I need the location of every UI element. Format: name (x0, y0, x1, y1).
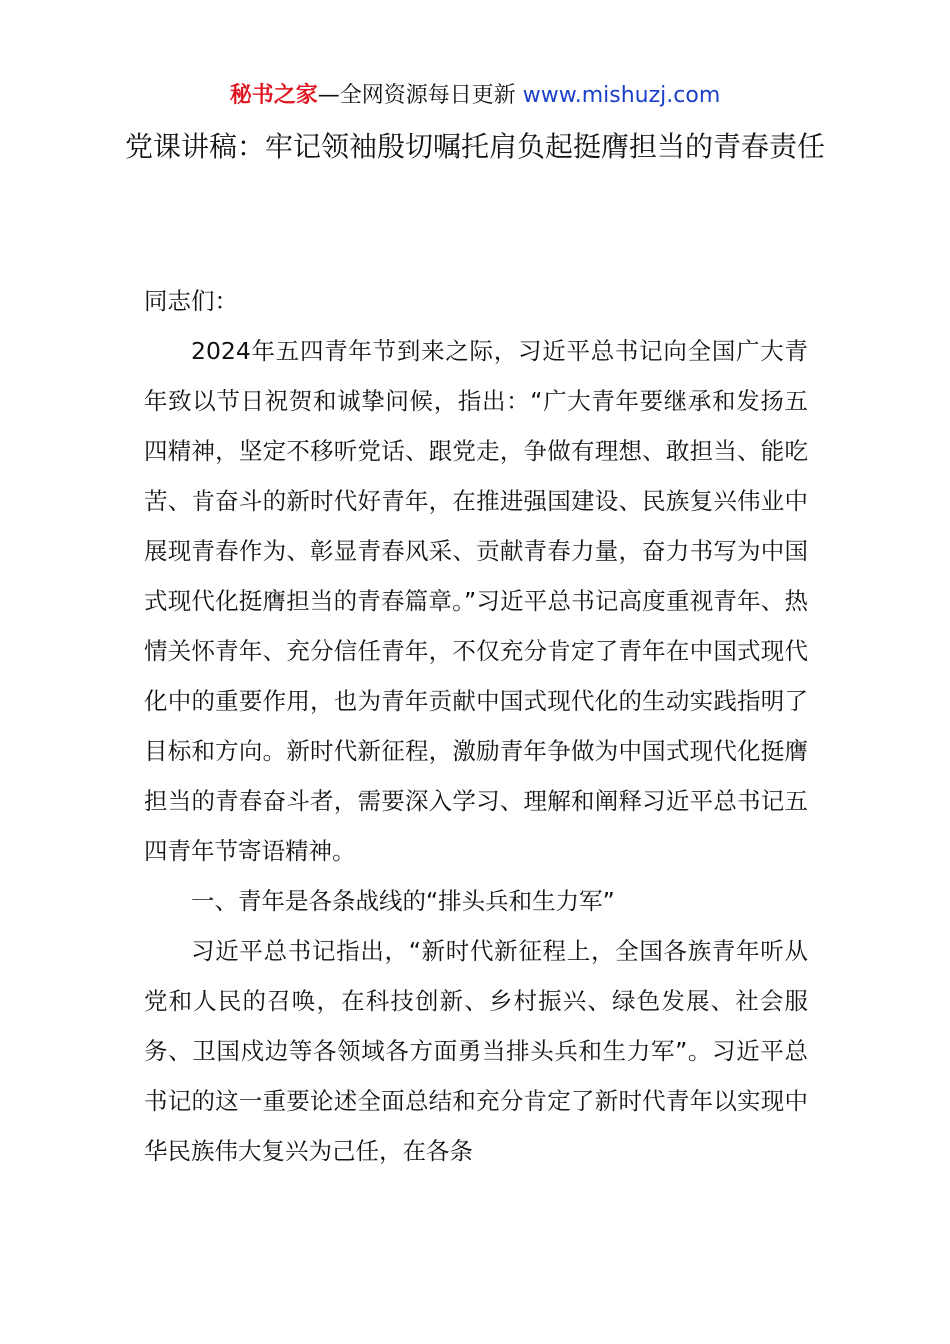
section-heading: 一、青年是各条战线的“排头兵和生力军” (191, 887, 615, 915)
document-body (144, 276, 808, 1176)
body-paragraph: 2024年五四青年节到来之际，习近平总书记向全国广大青年致以节日祝贺和诚挚问候，指出：“广大青年要继承和发扬五四精神，坚定不移听党话、跟党走，争做有理想、敢担当、能吃苦、肯奋斗的新时代好青年，在推进强国建设、民族复兴伟业中展现青春作为、彰显青春风采、贡献青春力量，奋力书写为中国式现代化挺膺担当的青春篇章。”习近平总书记高度重视青年、热情关怀青年、充分信任青年，不仅充分肯定了青年在中国式现代化中的重要作用，也为青年贡献中国式现代化的生动实践指明了目标和方向。新时代新征程，激励青年争做为中国式现代化挺膺担当的青春奋斗者，需要深入学习、理解和阐释习近平总书记五四青年节寄语精神。 (144, 337, 808, 865)
site-url-link[interactable]: www.mishuzj.com (522, 83, 721, 108)
body-paragraph: 习近平总书记指出，“新时代新征程上，全国各族青年听从党和人民的召唤，在科技创新、乡村振兴、绿色发展、社会服务、卫国戍边等各领域各方面勇当排头兵和生力军”。习近平总书记的这一重要论述全面总结和充分肯定了新时代青年以实现中华民族伟大复兴为己任，在各条 (144, 937, 808, 1165)
document-title: 党课讲稿：牢记领袖殷切嘱托肩负起挺膺担当的青春责任 (124, 130, 825, 163)
site-tagline: —全网资源每日更新 (317, 83, 523, 108)
salutation: 同志们： (144, 287, 238, 315)
site-brand: 秘书之家 (229, 83, 318, 108)
site-header (0, 80, 950, 112)
